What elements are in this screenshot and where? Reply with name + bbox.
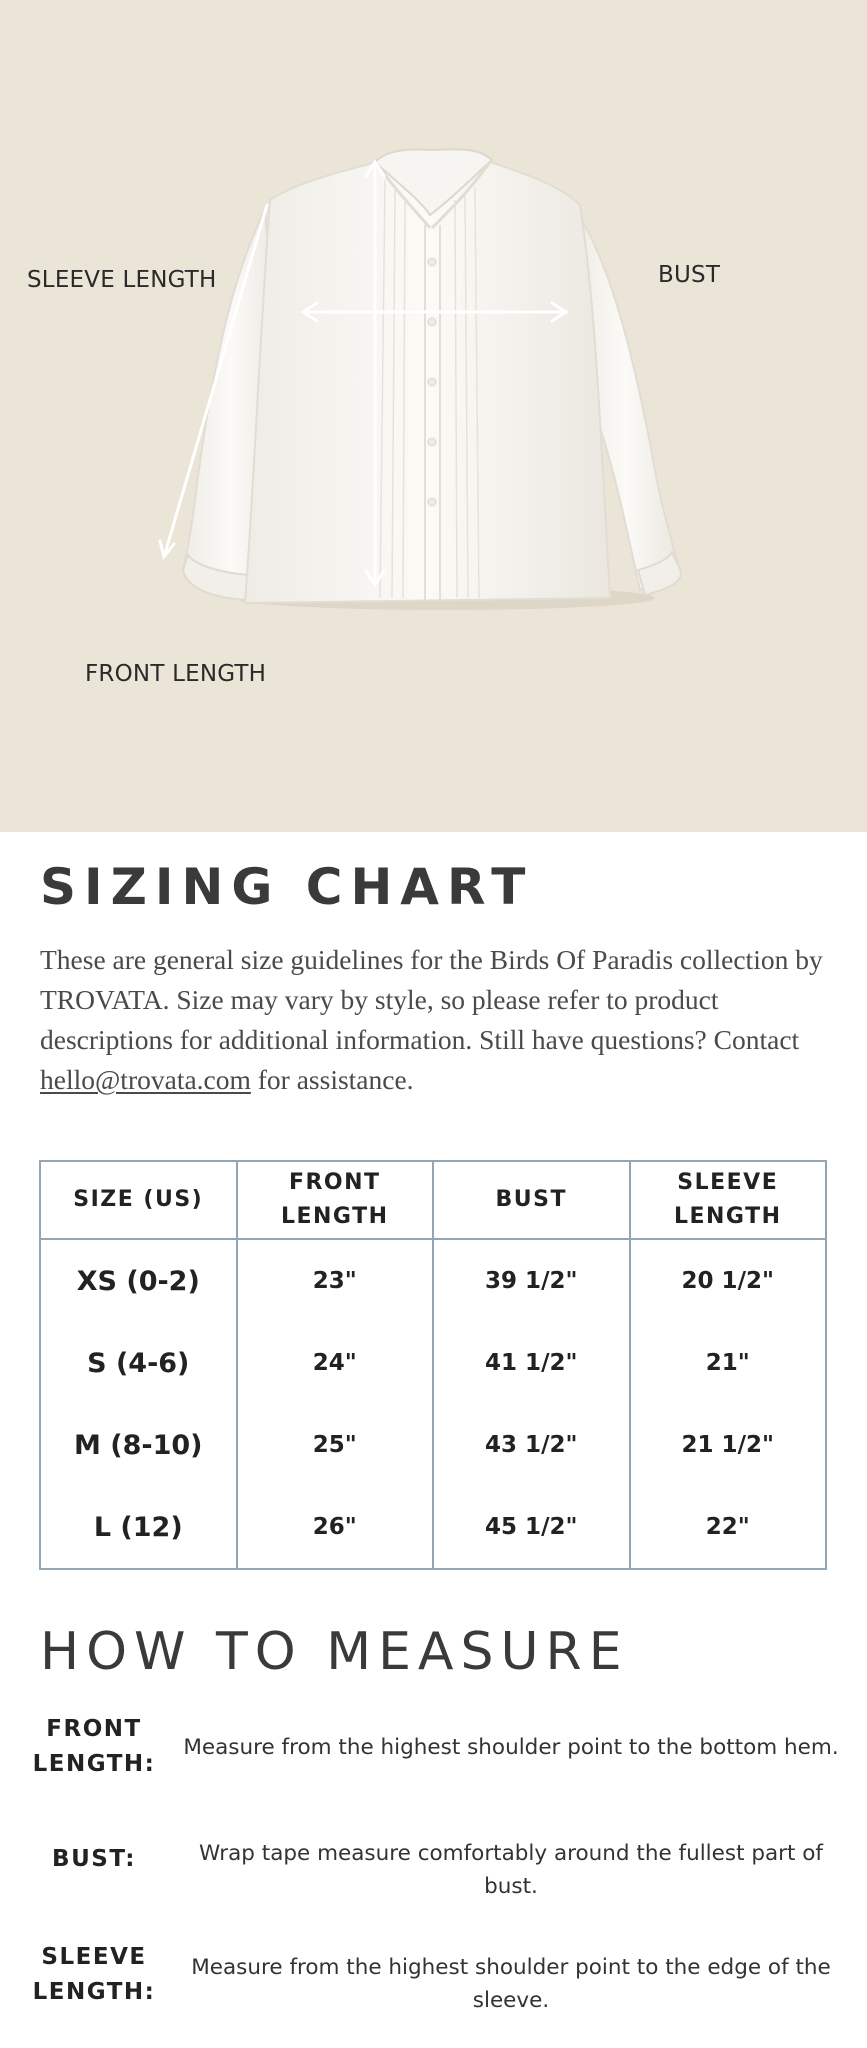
sleeve-length-label: SLEEVE LENGTH xyxy=(27,267,217,293)
bust-cell: 43 1/2" xyxy=(433,1404,630,1486)
intro-paragraph xyxy=(40,940,840,1100)
bust-cell: 41 1/2" xyxy=(433,1322,630,1404)
table-header-row xyxy=(40,1161,826,1239)
measure-label: BUST: xyxy=(52,1846,136,1872)
measure-description: Wrap tape measure comfortably around the fullest part of bust. xyxy=(198,1841,823,1899)
table-row xyxy=(40,1239,826,1322)
measure-item-bust xyxy=(20,1840,850,1910)
column-header-size: SIZE (US) xyxy=(40,1161,237,1239)
bust-cell: 39 1/2" xyxy=(433,1239,630,1322)
front-length-cell: 26" xyxy=(237,1486,434,1569)
intro-suffix: for assistance. xyxy=(250,1064,414,1095)
size-cell: M (8-10) xyxy=(40,1404,237,1486)
contact-email-link[interactable]: hello@trovata.com xyxy=(40,1064,251,1095)
product-image-area xyxy=(0,0,867,832)
intro-text: These are general size guidelines for the Birds Of Paradis collection by TROVATA. Size may vary by style, so please refer to product descriptions for additional information. Still have questions? Contact xyxy=(40,944,823,1055)
column-header-sleeve-length: SLEEVE LENGTH xyxy=(630,1161,827,1239)
sleeve-length-cell: 21" xyxy=(630,1322,827,1404)
measure-item-sleeve-length xyxy=(20,1940,850,2020)
table-row xyxy=(40,1404,826,1486)
measure-label: SLEEVE LENGTH: xyxy=(32,1944,156,2005)
size-cell: L (12) xyxy=(40,1486,237,1569)
table-row xyxy=(40,1486,826,1569)
column-header-front-length: FRONT LENGTH xyxy=(237,1161,434,1239)
front-length-cell: 24" xyxy=(237,1322,434,1404)
blouse-illustration xyxy=(0,0,867,832)
front-length-cell: 23" xyxy=(237,1239,434,1322)
measure-description: Measure from the highest shoulder point to the bottom hem. xyxy=(183,1735,839,1760)
measure-item-front-length xyxy=(20,1712,850,1792)
sleeve-length-cell: 20 1/2" xyxy=(630,1239,827,1322)
size-table xyxy=(39,1160,827,1570)
bust-label: BUST xyxy=(658,262,721,288)
sleeve-length-cell: 21 1/2" xyxy=(630,1404,827,1486)
column-header-bust: BUST xyxy=(433,1161,630,1239)
front-length-cell: 25" xyxy=(237,1404,434,1486)
measure-description: Measure from the highest shoulder point to the edge of the sleeve. xyxy=(191,1955,831,2013)
sizing-chart-title: SIZING CHART xyxy=(40,858,534,916)
table-row xyxy=(40,1322,826,1404)
bust-cell: 45 1/2" xyxy=(433,1486,630,1569)
measure-label: FRONT LENGTH: xyxy=(32,1716,156,1777)
front-length-label: FRONT LENGTH xyxy=(85,661,267,687)
size-cell: XS (0-2) xyxy=(40,1239,237,1322)
size-cell: S (4-6) xyxy=(40,1322,237,1404)
how-to-measure-title: HOW TO MEASURE xyxy=(40,1622,629,1682)
sleeve-length-cell: 22" xyxy=(630,1486,827,1569)
